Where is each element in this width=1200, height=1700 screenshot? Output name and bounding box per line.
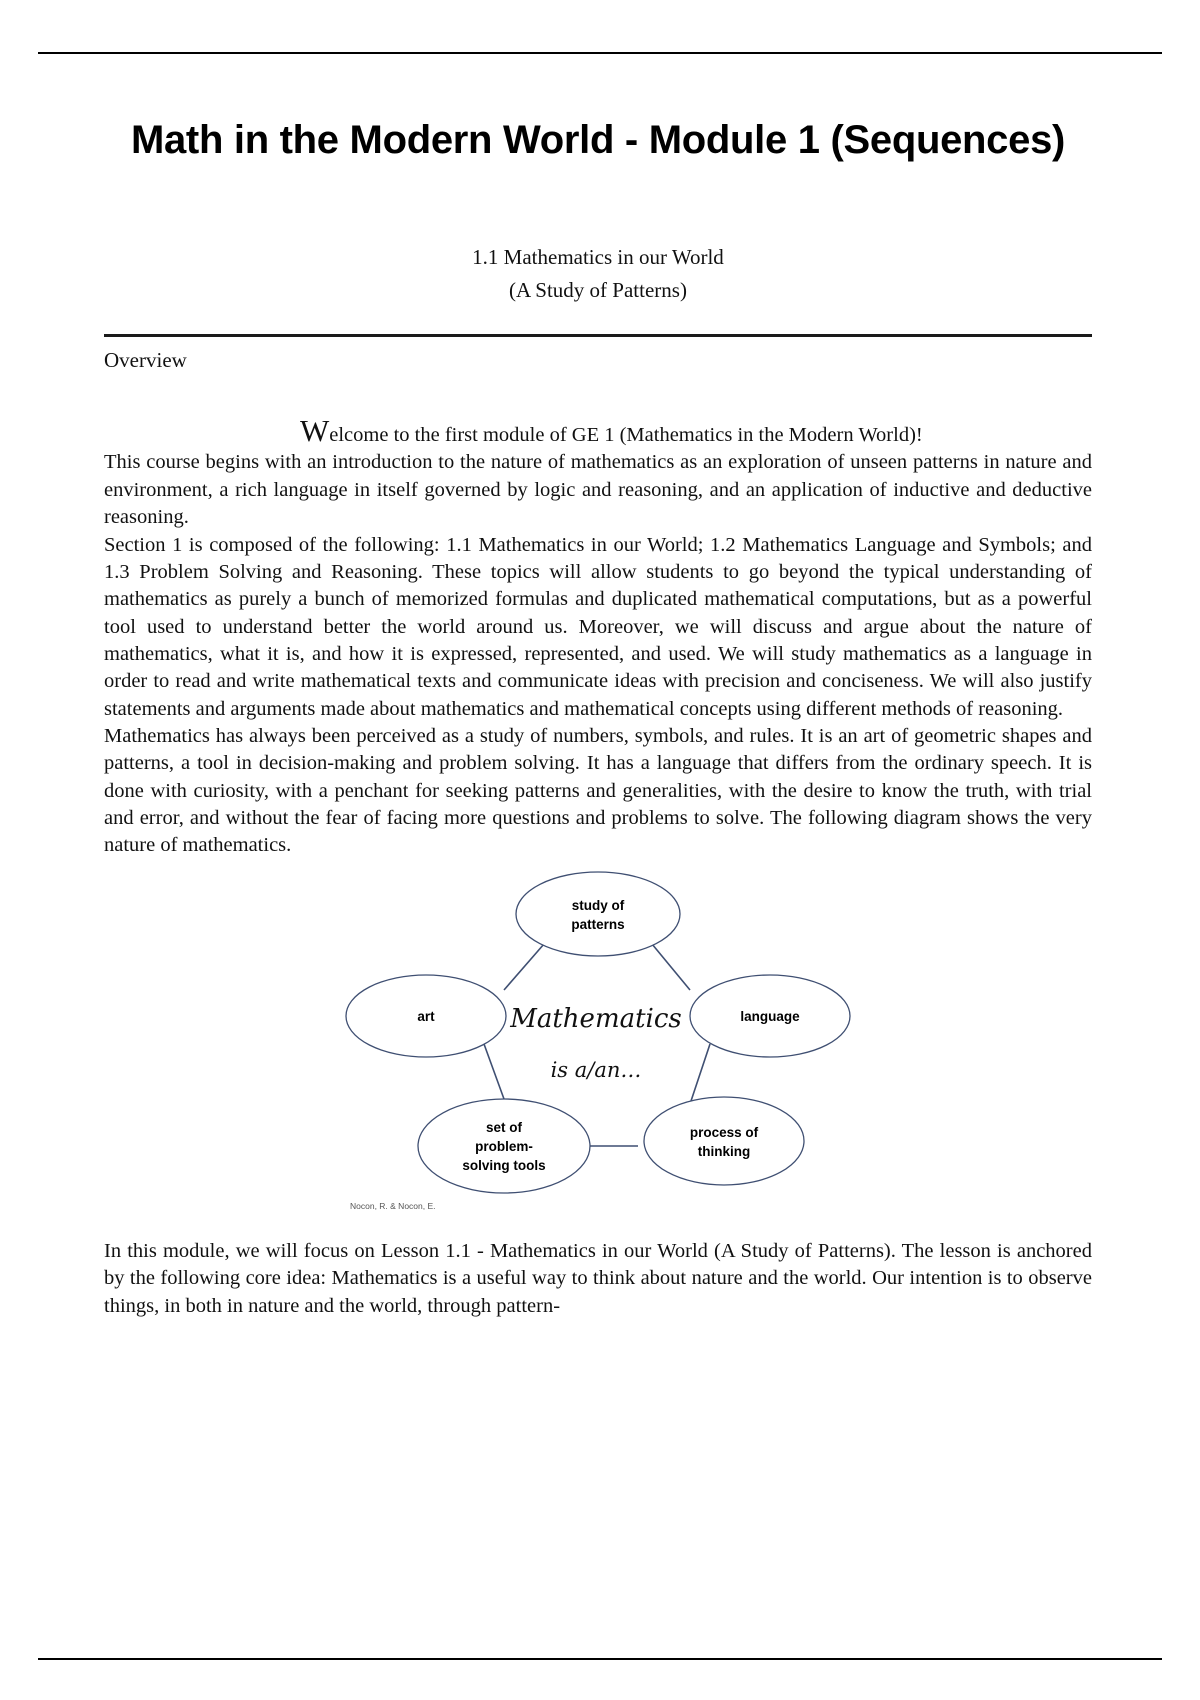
connector-art-to-patterns [504,944,544,990]
label-art: art [417,1008,435,1024]
label-tools-line-3: solving tools [462,1157,546,1173]
subtitle-line-2: (A Study of Patterns) [509,277,687,302]
overview-heading: Overview [104,348,187,373]
label-thinking-line-2: thinking [697,1143,751,1159]
label-thinking-line-1: process of [689,1124,759,1140]
diagram-node-language [690,975,850,1057]
paragraph-section-overview: Section 1 is composed of the following: 1.1 Mathematics in our World; 1.2 Mathematics Language and Symbols; and 1.3 Problem Solving and Reasoning. These topics will allow students to go beyond the typical understanding of mathematics as purely a bunch of memorized formulas and duplicated mathematical computations, but as a powerful tool used to understand better the world around us. Moreover, we will discuss and argue about the nature of mathematics, what it is, and how it is expressed, represented, and used. We will study mathematics as a language in order to read and write mathematical texts and communicate ideas with precision and conciseness. We will also justify statements and arguments made about mathematics and mathematical concepts using different methods of reasoning. [104,533,1092,720]
diagram-canvas [338,864,858,1216]
subtitle-line-1: 1.1 Mathematics in our World [472,245,724,269]
subtitle-block [104,241,1092,306]
diagram-center-text-line-2: is a/an… [550,1057,642,1082]
header-rule [38,52,1162,54]
label-tools-line-2: problem- [475,1138,533,1154]
paragraph-course-intro: This course begins with an introduction to the nature of mathematics as an exploration of unseen patterns in nature and environment, a rich language in itself governed by logic and reasoning, and an application of inductive and deductive reasoning. [104,451,1092,529]
paragraph-welcome [104,413,1092,449]
diagram-credit: Nocon, R. & Nocon, E. [350,1200,436,1211]
diagram-node-study-of-patterns [516,872,680,956]
label-study-of-patterns-line-1: study of [571,897,625,913]
page-content [104,95,1092,1320]
paragraph-module-focus: In this module, we will focus on Lesson 1.1 - Mathematics in our World (A Study of Patterns). The lesson is anchored by the following core idea: Mathematics is a useful way to think about nature and the world. Our intention is to observe things, in both in nature and the world, through pattern- [104,1239,1092,1317]
diagram-node-set-of-problem-solving-tools [418,1099,590,1193]
connector-patterns-to-language [652,944,690,990]
footer-rule [38,1658,1162,1660]
label-language: language [740,1008,800,1024]
page-title: Math in the Modern World - Module 1 (Sequences) [130,118,1066,162]
ellipse-process-of-thinking [644,1097,804,1185]
ellipse-study-of-patterns [516,872,680,956]
nature-of-mathematics-diagram [104,864,1092,1216]
label-tools-line-1: set of [485,1119,523,1135]
section-divider [104,334,1092,337]
paragraph-welcome-text: elcome to the first module of GE 1 (Mathematics in the Modern World)! [329,424,923,447]
paragraph-nature-of-math: Mathematics has always been perceived as a study of numbers, symbols, and rules. It is an art of geometric shapes and patterns, a tool in decision-making and problem solving. It has a language that differs from the ordinary speech. It is done with curiosity, with a penchant for seeking patterns and generalities, with the desire to know the truth, with trial and error, and without the fear of facing more questions and problems to solve. The following diagram shows the very nature of mathematics. [104,725,1092,857]
drop-cap: W [300,413,330,449]
diagram-node-process-of-thinking [644,1097,804,1185]
diagram-center-text-line-1: Mathematics [510,1003,682,1034]
label-study-of-patterns-line-2: patterns [571,916,625,932]
diagram-node-art [346,975,506,1057]
